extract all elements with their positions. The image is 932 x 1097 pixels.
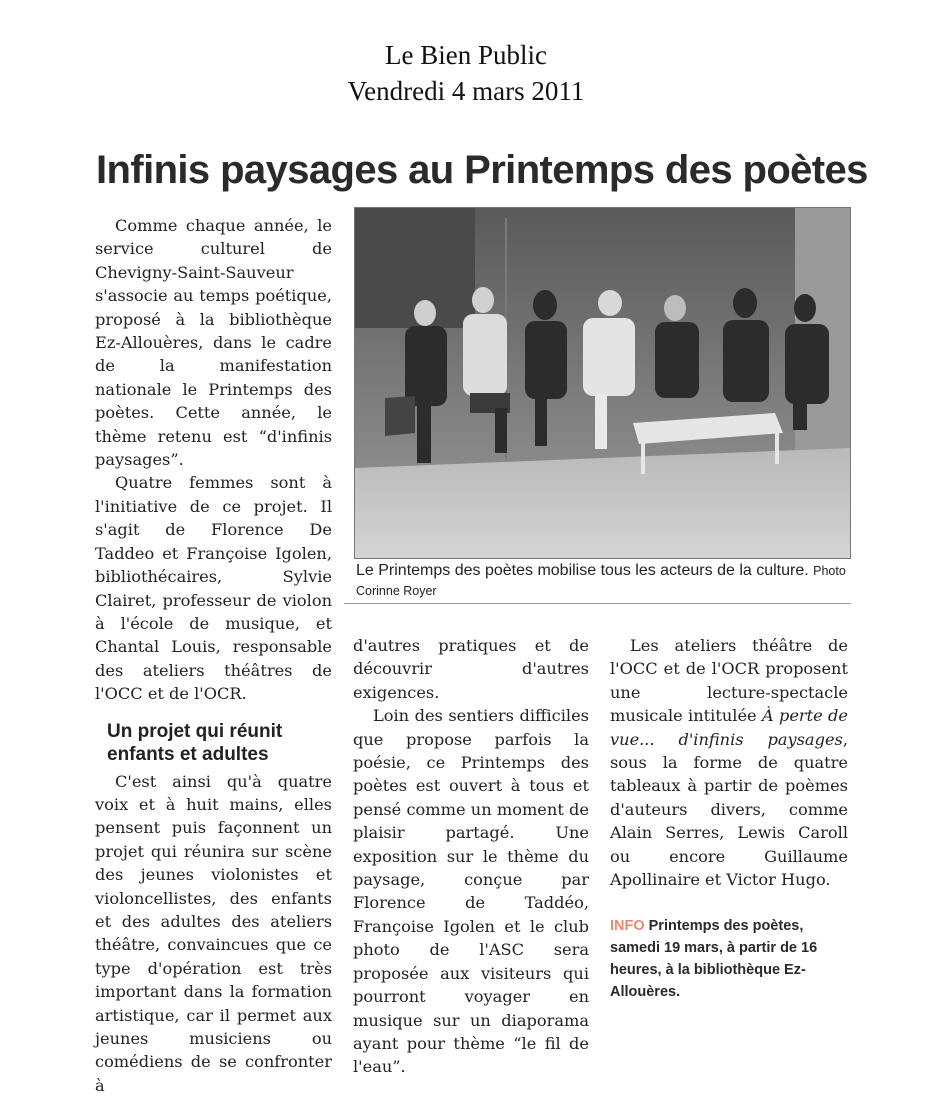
article-column-1: [95, 214, 332, 1097]
article-column-3: [610, 634, 848, 1003]
article-photo: [354, 207, 851, 559]
show-title: À perte de vue... d'infinis paysages: [610, 706, 848, 749]
paragraph-initiative: Quatre femmes sont à l'initiative de ce projet. Il s'agit de Florence De Taddeo et Françoise Igolen, bibliothécaires, Sylvie Clairet, professeur de violon à l'école de musique, et Chantal Louis, responsable des ateliers théâtres de l'OCC et de l'OCR.: [95, 473, 332, 704]
caption-divider: [344, 603, 851, 604]
paragraph-exhibition: Loin des sentiers difficiles que propose parfois la poésie, ce Printemps des poètes est ouvert à tous et pensé comme un moment de plaisir partagé. Une exposition sur le thème du paysage, conçue par Florence de Taddéo, Françoise Igolen et le club photo de l'ASC sera proposée aux visiteurs qui pourront voyager en musique sur un diaporama ayant pour thème “le fil de l'eau”.: [353, 706, 589, 1077]
reading-text-end: , sous la forme de quatre tableaux à partir de poèmes d'auteurs divers, comme Alain Serres, Lewis Caroll ou encore Guillaume Apollinaire et Victor Hugo.: [610, 729, 848, 890]
photo-credit: Photo Corinne Royer: [356, 564, 846, 598]
paragraph-continuation: d'autres pratiques et de découvrir d'autres exigences.: [353, 636, 589, 702]
photo-caption: [356, 561, 850, 601]
publication-name: Le Bien Public: [385, 40, 547, 70]
reading-text-start: Les ateliers théâtre de l'OCC et de l'OCR proposent une lecture-spectacle musicale intitulée: [610, 636, 848, 726]
info-box: [610, 915, 848, 1003]
article-headline: Infinis paysages au Printemps des poètes: [96, 148, 868, 192]
info-tag: INFO: [610, 918, 645, 935]
paragraph-reading: [610, 634, 848, 891]
caption-text: Le Printemps des poètes mobilise tous les acteurs de la culture.: [356, 562, 809, 579]
paragraph-project: C'est ainsi qu'à quatre voix et à huit mains, elles pensent puis façonnent un projet qui réunira sur scène des jeunes violonistes et violoncellistes, des enfants et des adultes des ateliers théâtre, convaincues que ce type d'opération est très important dans la formation artistique, car il permet aux jeunes musiciens ou comédiens de se confronter à: [95, 771, 332, 1095]
article-column-2: [353, 634, 589, 1079]
paragraph-intro: Comme chaque année, le service culturel de Chevigny-Saint-Sauveur s'associe au temps poétique, proposé à la bibliothèque Ez-Allouères, dans le cadre de la manifestation nationale le Printemps des poètes. Cette année, le thème retenu est “d'infinis paysages”.: [95, 216, 332, 470]
photo-illustration: [355, 208, 850, 558]
article-subheading: Un projet qui réunit enfants et adultes: [107, 720, 283, 765]
info-text: Printemps des poètes, samedi 19 mars, à partir de 16 heures, à la bibliothèque Ez-Allouères.: [610, 918, 818, 1001]
publication-date: Vendredi 4 mars 2011: [347, 76, 585, 106]
